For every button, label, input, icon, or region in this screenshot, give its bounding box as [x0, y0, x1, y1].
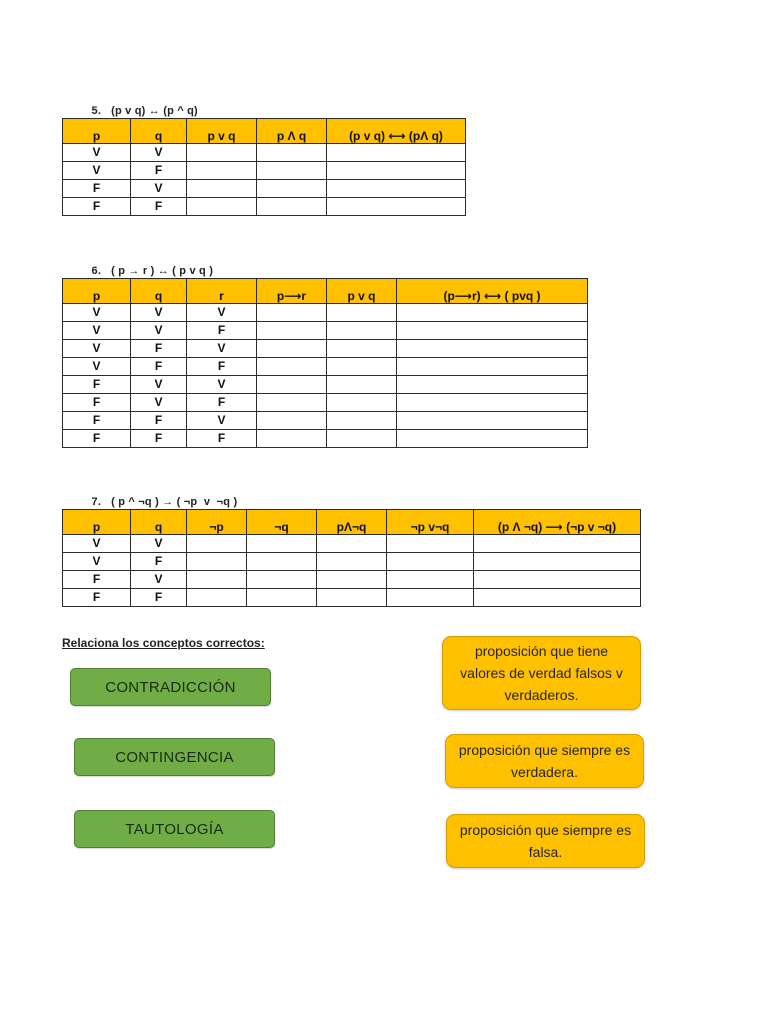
answer-cell[interactable] [317, 571, 387, 589]
answer-cell[interactable] [397, 304, 588, 322]
answer-cell[interactable] [247, 571, 317, 589]
answer-cell[interactable] [257, 162, 327, 180]
column-header-p-implies-r: p⟶r [257, 279, 327, 304]
answer-cell[interactable] [257, 340, 327, 358]
answer-cell[interactable] [257, 180, 327, 198]
answer-cell[interactable] [257, 430, 327, 448]
answer-cell[interactable] [187, 571, 247, 589]
answer-cell[interactable] [327, 144, 466, 162]
truth-table-7 [62, 509, 641, 607]
cell-q: F [131, 358, 187, 376]
column-header-q: q [131, 510, 187, 535]
answer-cell[interactable] [397, 412, 588, 430]
column-header-r: r [187, 279, 257, 304]
column-header-biconditional: (p⟶r) ⟷ ( pvq ) [397, 279, 588, 304]
exercise-number: 7. [91, 496, 102, 508]
table-row [63, 322, 588, 340]
exercise-formula: ( p ^ ¬q ) → ( ¬p v ¬q ) [111, 496, 238, 508]
cell-p: F [63, 412, 131, 430]
answer-cell[interactable] [247, 553, 317, 571]
exercise-5-caption [85, 93, 198, 117]
cell-p: V [63, 340, 131, 358]
answer-cell[interactable] [327, 412, 397, 430]
cell-r: V [187, 304, 257, 322]
definition-contingencia-card[interactable]: proposición que tiene valores de verdad falsos v verdaderos. [442, 636, 641, 710]
table-row [63, 535, 641, 553]
column-header-not-p: ¬p [187, 510, 247, 535]
answer-cell[interactable] [397, 394, 588, 412]
definition-contradiccion-card[interactable]: proposición que siempre es falsa. [446, 814, 645, 868]
answer-cell[interactable] [397, 358, 588, 376]
answer-cell[interactable] [327, 180, 466, 198]
answer-cell[interactable] [187, 162, 257, 180]
cell-r: F [187, 358, 257, 376]
cell-r: F [187, 394, 257, 412]
answer-cell[interactable] [317, 589, 387, 607]
cell-q: V [131, 304, 187, 322]
cell-r: V [187, 376, 257, 394]
table-row [63, 412, 588, 430]
cell-q: F [131, 589, 187, 607]
cell-p: F [63, 589, 131, 607]
answer-cell[interactable] [387, 571, 474, 589]
column-header-p-or-q: p v q [327, 279, 397, 304]
answer-cell[interactable] [397, 322, 588, 340]
cell-q: F [131, 198, 187, 216]
cell-p: V [63, 322, 131, 340]
answer-cell[interactable] [327, 304, 397, 322]
match-title: Relaciona los conceptos correctos: [62, 636, 265, 650]
answer-cell[interactable] [387, 589, 474, 607]
cell-r: F [187, 322, 257, 340]
answer-cell[interactable] [327, 322, 397, 340]
cell-q: F [131, 412, 187, 430]
cell-p: F [63, 394, 131, 412]
cell-r: V [187, 340, 257, 358]
cell-p: F [63, 376, 131, 394]
answer-cell[interactable] [257, 144, 327, 162]
answer-cell[interactable] [247, 535, 317, 553]
exercise-number: 5. [91, 105, 102, 117]
exercise-7-caption [85, 484, 237, 508]
column-header-not-p-or-not-q: ¬p v¬q [387, 510, 474, 535]
answer-cell[interactable] [327, 340, 397, 358]
answer-cell[interactable] [397, 376, 588, 394]
table-row [63, 376, 588, 394]
table-row [63, 180, 466, 198]
concept-contingencia-button[interactable]: CONTINGENCIA [74, 738, 275, 776]
table-row [63, 358, 588, 376]
column-header-not-q: ¬q [247, 510, 317, 535]
table-row [63, 430, 588, 448]
answer-cell[interactable] [397, 430, 588, 448]
definition-tautologia-card[interactable]: proposición que siempre es verdadera. [445, 734, 644, 788]
exercise-6-caption [85, 253, 213, 277]
answer-cell[interactable] [474, 571, 641, 589]
table-row [63, 340, 588, 358]
answer-cell[interactable] [257, 304, 327, 322]
answer-cell[interactable] [187, 553, 247, 571]
cell-q: V [131, 144, 187, 162]
table-row [63, 553, 641, 571]
exercise-number: 6. [91, 265, 102, 277]
column-header-p: p [63, 510, 131, 535]
answer-cell[interactable] [327, 430, 397, 448]
cell-q: V [131, 571, 187, 589]
answer-cell[interactable] [327, 358, 397, 376]
cell-p: F [63, 180, 131, 198]
cell-p: F [63, 198, 131, 216]
answer-cell[interactable] [387, 535, 474, 553]
cell-p: F [63, 430, 131, 448]
cell-q: V [131, 322, 187, 340]
cell-p: V [63, 358, 131, 376]
cell-p: V [63, 304, 131, 322]
table-row [63, 394, 588, 412]
column-header-q: q [131, 119, 187, 144]
exercise-formula: ( p → r ) ↔ ( p v q ) [111, 265, 214, 277]
answer-cell[interactable] [247, 589, 317, 607]
answer-cell[interactable] [257, 358, 327, 376]
answer-cell[interactable] [327, 198, 466, 216]
answer-cell[interactable] [327, 376, 397, 394]
cell-p: F [63, 571, 131, 589]
cell-q: V [131, 376, 187, 394]
column-header-p-and-not-q: pΛ¬q [317, 510, 387, 535]
answer-cell[interactable] [317, 535, 387, 553]
answer-cell[interactable] [257, 412, 327, 430]
column-header-q: q [131, 279, 187, 304]
exercise-formula: (p v q) ↔ (p ^ q) [111, 105, 198, 117]
column-header-p-and-q: p Λ q [257, 119, 327, 144]
answer-cell[interactable] [474, 589, 641, 607]
cell-p: V [63, 553, 131, 571]
cell-q: V [131, 535, 187, 553]
table-row [63, 571, 641, 589]
table-row [63, 144, 466, 162]
cell-q: V [131, 180, 187, 198]
answer-cell[interactable] [474, 535, 641, 553]
answer-cell[interactable] [257, 394, 327, 412]
table-row [63, 589, 641, 607]
concept-tautologia-button[interactable]: TAUTOLOGÍA [74, 810, 275, 848]
answer-cell[interactable] [187, 589, 247, 607]
column-header-biconditional: (p v q) ⟷ (pΛ q) [327, 119, 466, 144]
column-header-p-or-q: p v q [187, 119, 257, 144]
answer-cell[interactable] [257, 376, 327, 394]
answer-cell[interactable] [187, 535, 247, 553]
cell-q: F [131, 162, 187, 180]
cell-q: F [131, 553, 187, 571]
cell-p: V [63, 144, 131, 162]
answer-cell[interactable] [317, 553, 387, 571]
concept-contradiccion-button[interactable]: CONTRADICCIÓN [70, 668, 271, 706]
answer-cell[interactable] [327, 162, 466, 180]
answer-cell[interactable] [187, 144, 257, 162]
table-row [63, 162, 466, 180]
cell-q: V [131, 394, 187, 412]
answer-cell[interactable] [187, 198, 257, 216]
answer-cell[interactable] [387, 553, 474, 571]
truth-table-5 [62, 118, 466, 216]
truth-table-6 [62, 278, 588, 448]
cell-p: V [63, 162, 131, 180]
table-row [63, 304, 588, 322]
cell-r: F [187, 430, 257, 448]
answer-cell[interactable] [397, 340, 588, 358]
answer-cell[interactable] [257, 322, 327, 340]
column-header-p: p [63, 119, 131, 144]
cell-p: V [63, 535, 131, 553]
answer-cell[interactable] [187, 180, 257, 198]
cell-r: V [187, 412, 257, 430]
cell-q: F [131, 430, 187, 448]
column-header-p: p [63, 279, 131, 304]
answer-cell[interactable] [257, 198, 327, 216]
answer-cell[interactable] [474, 553, 641, 571]
table-row [63, 198, 466, 216]
answer-cell[interactable] [327, 394, 397, 412]
cell-q: F [131, 340, 187, 358]
column-header-implication: (p Λ ¬q) ⟶ (¬p v ¬q) [474, 510, 641, 535]
